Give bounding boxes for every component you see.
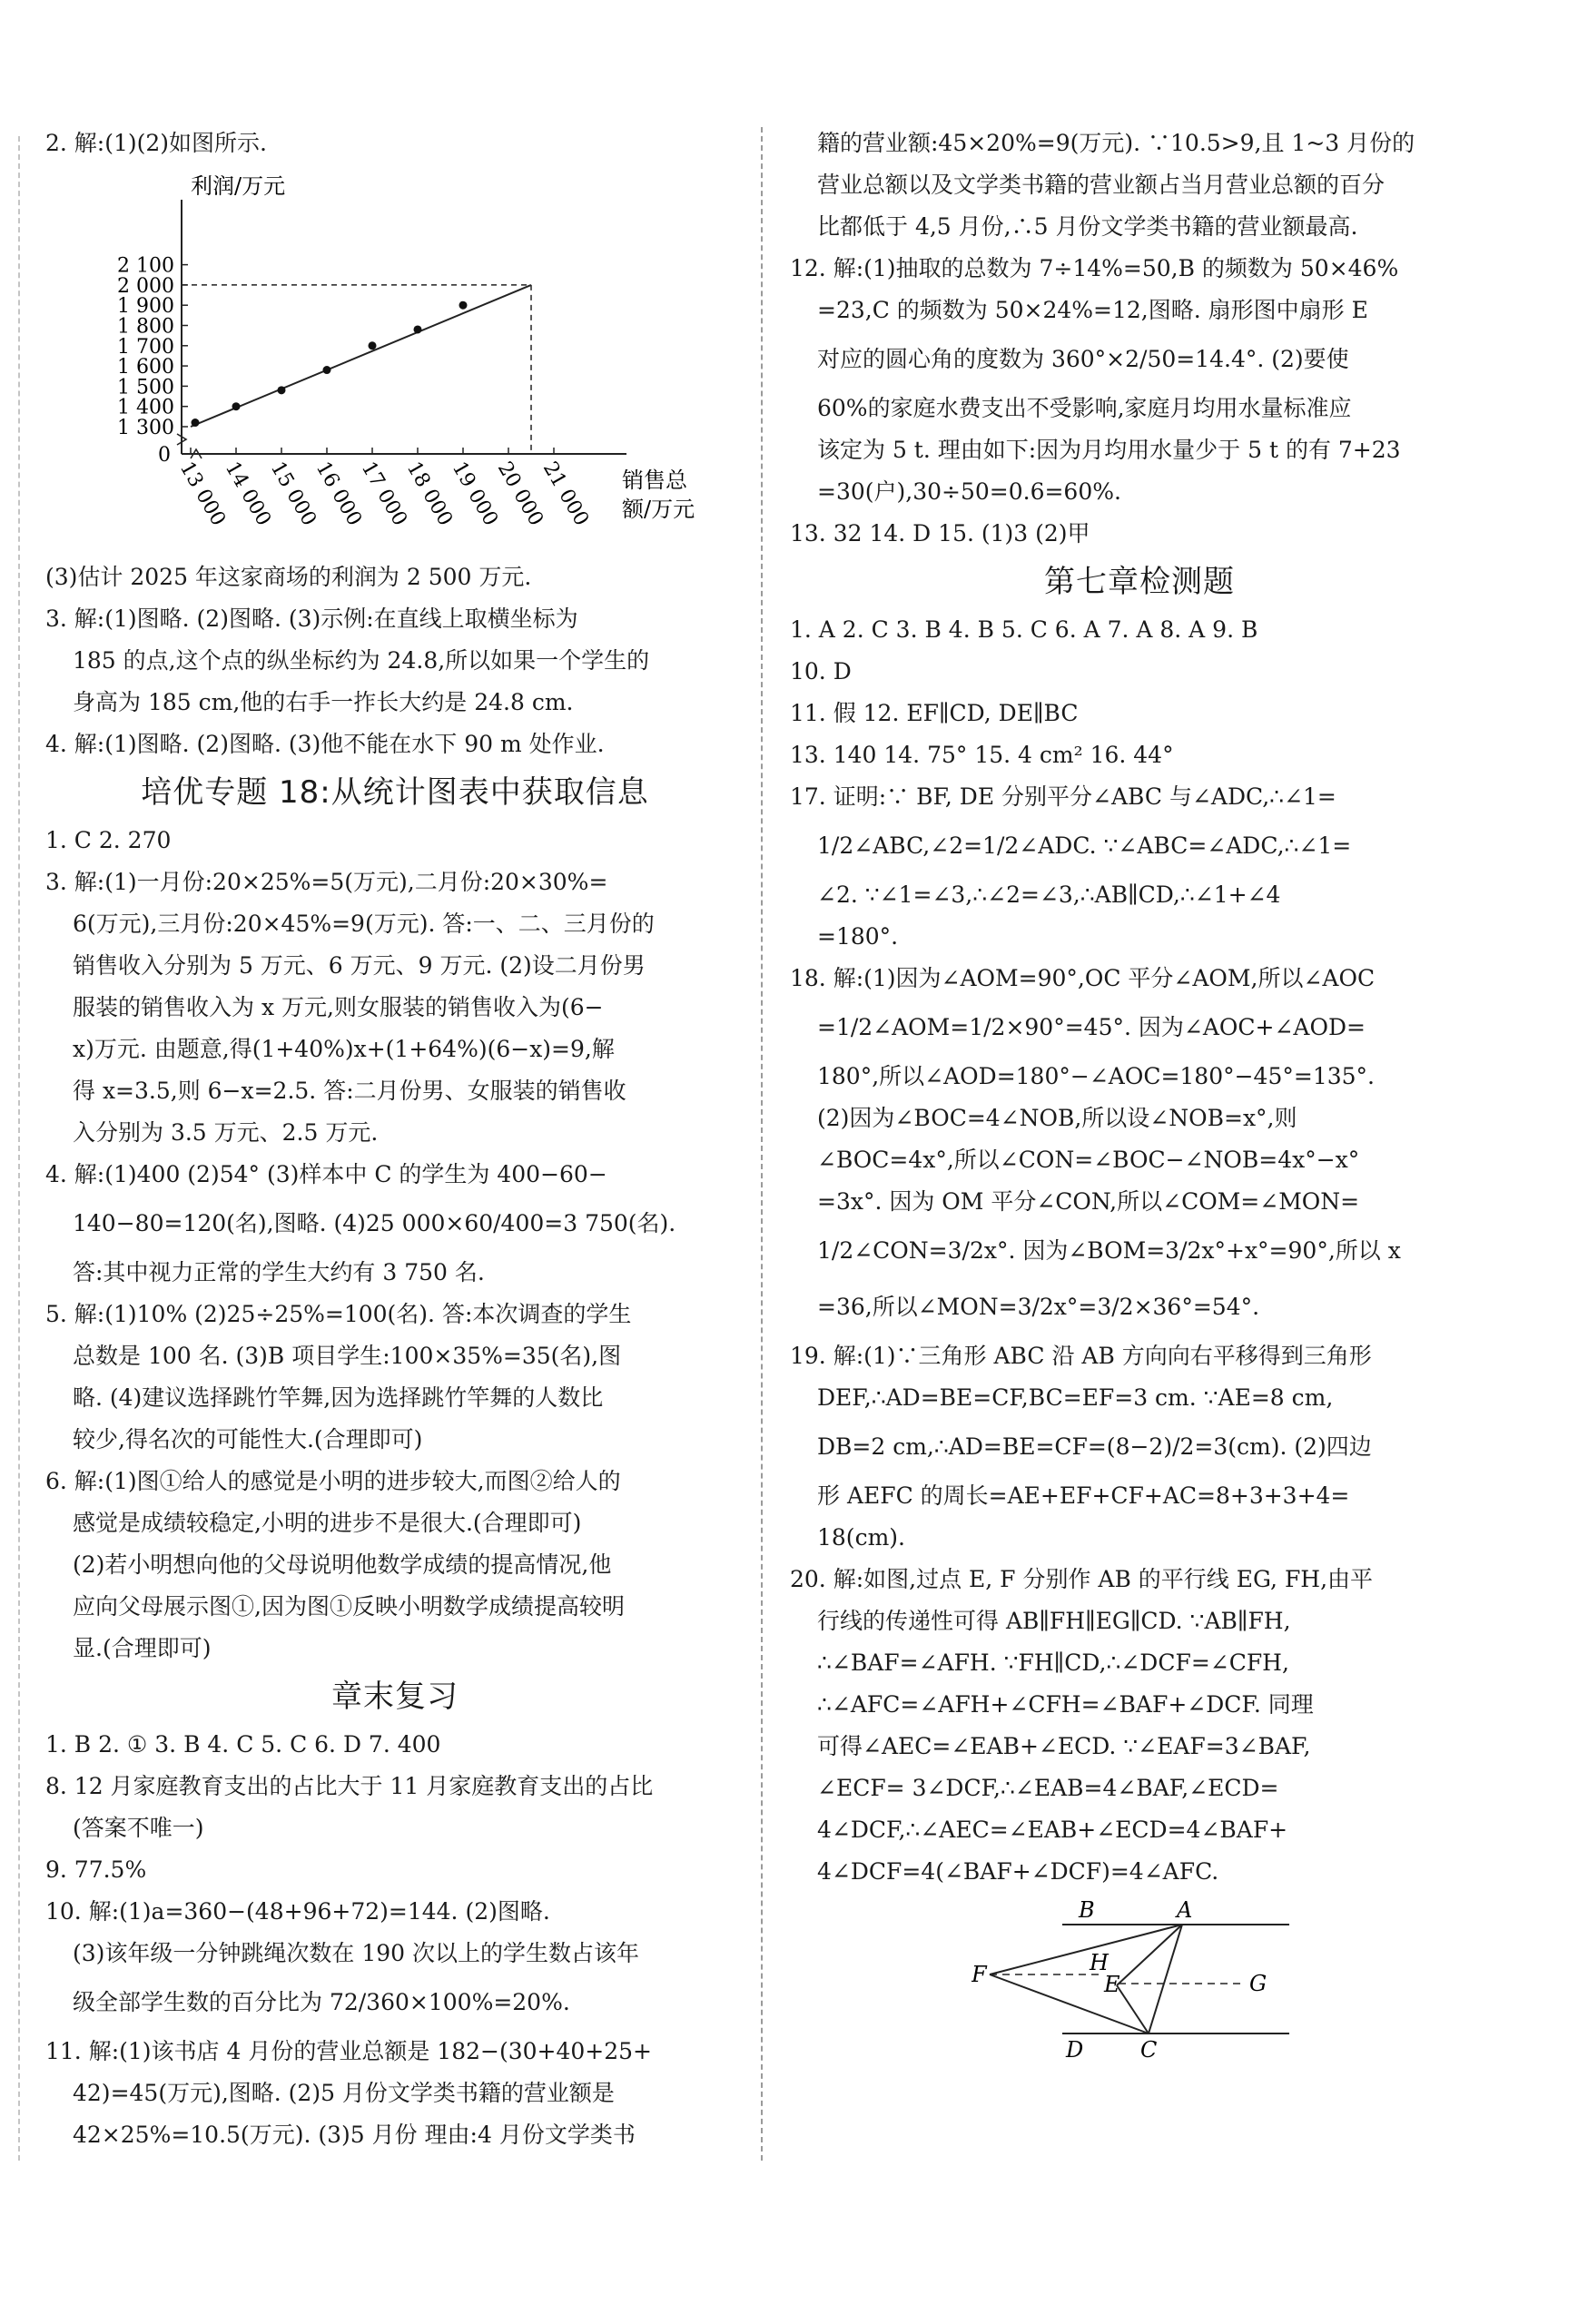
s18-answer-3-line: 3. 解:(1)一月份:20×25%=5(万元),二月份:20×30%= xyxy=(45,869,608,895)
ch7-answer-18-line: =3x°. 因为 OM 平分∠CON,所以∠COM=∠MON= xyxy=(817,1188,1360,1215)
s18-answer-3-line: 入分别为 3.5 万元、2.5 万元. xyxy=(73,1119,379,1146)
ch7-answer-19 xyxy=(790,1335,1489,1559)
s18-answer-5 xyxy=(45,1294,745,1461)
section-heading-review: 章末复习 xyxy=(331,1679,459,1715)
ch7-answer-17-line: =180°. xyxy=(817,923,899,950)
chart-svg xyxy=(45,168,745,556)
data-point xyxy=(459,301,468,310)
s18-answer-4-line: 答:其中视力正常的学生大约有 3 750 名. xyxy=(73,1259,485,1285)
ch7-answer-17 xyxy=(790,776,1489,958)
x-tick-label: 14 000 xyxy=(220,458,275,530)
answer-11-cont-line: 营业总额以及文学类书籍的营业额占当月营业总额的百分 xyxy=(817,172,1386,198)
ch7-answer-18 xyxy=(790,958,1489,1335)
left-column xyxy=(45,123,745,2156)
answer-3-line: 185 的点,这个点的纵坐标约为 24.8,所以如果一个学生的 xyxy=(73,647,650,674)
s18-answer-6-line: (2)若小明想向他的父母说明他数学成绩的提高情况,他 xyxy=(73,1551,612,1578)
review-answers-1-7: 1. B 2. ① 3. B 4. C 5. C 6. D 7. 400 xyxy=(45,1731,441,1758)
x-tick-label: 18 000 xyxy=(401,458,457,530)
ch7-answer-20-line: 20. 解:如图,过点 E, F 分别作 AB 的平行线 EG, FH,由平 xyxy=(790,1566,1374,1592)
ch7-answer-18-line: (2)因为∠BOC=4∠NOB,所以设∠NOB=x°,则 xyxy=(817,1105,1297,1131)
s18-answer-3-line: 得 x=3.5,则 6−x=2.5. 答:二月份男、女服装的销售收 xyxy=(73,1078,626,1104)
answer-3-line: 3. 解:(1)图略. (2)图略. (3)示例:在直线上取横坐标为 xyxy=(45,606,578,632)
ch7-answer-20-line: 行线的传递性可得 AB∥FH∥EG∥CD. ∵AB∥FH, xyxy=(817,1608,1291,1634)
x-tick-label: 21 000 xyxy=(538,458,593,530)
y-tick-label: 1 400 xyxy=(117,396,174,419)
ch7-answer-18-line: 18. 解:(1)因为∠AOM=90°,OC 平分∠AOM,所以∠AOC xyxy=(790,965,1376,991)
review-answer-11-line: 11. 解:(1)该书店 4 月份的营业总额是 182−(30+40+25+ xyxy=(45,2038,652,2064)
ch7-answer-20-line: 可得∠AEC=∠EAB+∠ECD. ∵∠EAF=3∠BAF, xyxy=(817,1733,1311,1759)
s18-answer-5-line: 略. (4)建议选择跳竹竿舞,因为选择跳竹竿舞的人数比 xyxy=(73,1384,604,1411)
answer-2-part3: (3)估计 2025 年这家商场的利润为 2 500 万元. xyxy=(45,564,532,590)
s18-answer-6-line: 应向父母展示图①,因为图①反映小明数学成绩提高较明 xyxy=(73,1593,625,1620)
ch7-answer-10: 10. D xyxy=(790,658,852,684)
label-b: B xyxy=(1079,1897,1095,1923)
parallel-lines-figure xyxy=(790,1893,1489,2065)
trend-line xyxy=(191,285,531,427)
y-tick-label: 1 700 xyxy=(117,335,174,359)
review-answer-8-line: (答案不唯一) xyxy=(73,1815,204,1841)
label-d: D xyxy=(1066,2037,1084,2061)
answer-4: 4. 解:(1)图略. (2)图略. (3)他不能在水下 90 m 处作业. xyxy=(45,731,605,757)
page-edge-dashes xyxy=(18,136,20,2161)
ch7-answers-13-16: 13. 140 14. 75° 15. 4 cm² 16. 44° xyxy=(790,742,1174,768)
ch7-answer-17-line: ∠2. ∵∠1=∠3,∴∠2=∠3,∴AB∥CD,∴∠1+∠4 xyxy=(817,881,1281,908)
answer-12-line: 该定为 5 t. 理由如下:因为月均用水量少于 5 t 的有 7+23 xyxy=(817,437,1401,463)
x-tick-label: 19 000 xyxy=(447,458,502,530)
y-tick-label: 1 300 xyxy=(117,417,174,439)
ch7-answer-18-line: =1/2∠AOM=1/2×90°=45°. 因为∠AOC+∠AOD= xyxy=(817,1014,1366,1040)
review-answers-13-15: 13. 32 14. D 15. (1)3 (2)甲 xyxy=(790,520,1090,547)
section-heading-chapter7: 第七章检测题 xyxy=(1044,564,1235,600)
answer-12-line: 60%的家庭水费支出不受影响,家庭月均用水量标准应 xyxy=(817,395,1352,421)
ch7-answer-20-line: ∠ECF= 3∠DCF,∴∠EAB=4∠BAF,∠ECD= xyxy=(817,1775,1279,1801)
label-h: H xyxy=(1090,1950,1109,1975)
ch7-answer-18-line: ∠BOC=4x°,所以∠CON=∠BOC−∠NOB=4x°−x° xyxy=(817,1147,1360,1173)
s18-answer-5-line: 较少,得名次的可能性大.(合理即可) xyxy=(73,1426,423,1452)
y-axis-label: 利润/万元 xyxy=(191,173,286,199)
y-tick-label: 0 xyxy=(158,444,171,467)
answer-12-line: 12. 解:(1)抽取的总数为 7÷14%=50,B 的频数为 50×46% xyxy=(790,255,1399,281)
s18-answer-3 xyxy=(45,862,745,1154)
review-answer-8 xyxy=(45,1766,745,1849)
s18-answer-3-line: x)万元. 由题意,得(1+40%)x+(1+64%)(6−x)=9,解 xyxy=(73,1036,615,1062)
y-tick-label: 1 500 xyxy=(117,376,174,399)
right-column xyxy=(790,123,1489,2065)
label-a: A xyxy=(1177,1897,1193,1923)
data-point xyxy=(278,386,286,394)
data-point xyxy=(232,402,241,410)
ch7-answer-19-line: 18(cm). xyxy=(817,1524,905,1551)
y-tick-label: 1 900 xyxy=(117,295,174,319)
review-answer-11 xyxy=(45,2031,745,2156)
s18-answer-4-line: 4. 解:(1)400 (2)54° (3)样本中 C 的学生为 400−60− xyxy=(45,1161,607,1187)
y-tick-label: 1 600 xyxy=(117,356,174,379)
label-c: C xyxy=(1140,2037,1158,2061)
answer-12-line: 对应的圆心角的度数为 360°×2/50=14.4°. (2)要使 xyxy=(817,346,1349,372)
review-answer-11-line: 42)=45(万元),图略. (2)5 月份文学类书籍的营业额是 xyxy=(73,2080,615,2106)
y-tick-label: 1 800 xyxy=(117,315,174,339)
answer-3 xyxy=(45,598,745,724)
x-tick-label: 15 000 xyxy=(265,458,321,530)
ch7-answer-19-line: DEF,∴AD=BE=CF,BC=EF=3 cm. ∵AE=8 cm, xyxy=(817,1384,1334,1411)
answer-12-line: =30(户),30÷50=0.6=60%. xyxy=(817,478,1121,505)
ch7-answer-18-line: 1/2∠CON=3/2x°. 因为∠BOM=3/2x°+x°=90°,所以 x xyxy=(817,1237,1401,1264)
answer-3-line: 身高为 185 cm,他的右手一拃长大约是 24.8 cm. xyxy=(73,689,574,715)
s18-answer-3-line: 销售收入分别为 5 万元、6 万元、9 万元. (2)设二月份男 xyxy=(73,952,646,979)
ch7-answer-20-line: ∴∠AFC=∠AFH+∠CFH=∠BAF+∠DCF. 同理 xyxy=(817,1691,1314,1718)
answer-11-cont-line: 比都低于 4,5 月份,∴5 月份文学类书籍的营业额最高. xyxy=(817,213,1358,240)
review-answer-11-continued xyxy=(790,123,1489,248)
s18-answer-4-line: 140−80=120(名),图略. (4)25 000×60/400=3 750(名). xyxy=(73,1210,676,1236)
ch7-answers-1-9: 1. A 2. C 3. B 4. B 5. C 6. A 7. A 8. A 9. B xyxy=(790,616,1258,643)
data-point xyxy=(369,341,377,350)
label-f: F xyxy=(971,1962,987,1987)
ch7-answer-20-line: 4∠DCF,∴∠AEC=∠EAB+∠ECD=4∠BAF+ xyxy=(817,1817,1288,1843)
ch7-answer-18-line: =36,所以∠MON=3/2x°=3/2×36°=54°. xyxy=(817,1294,1260,1320)
y-tick-label: 2 100 xyxy=(117,254,174,278)
ch7-answer-17-line: 17. 证明:∵ BF, DE 分别平分∠ABC 与∠ADC,∴∠1= xyxy=(790,783,1336,810)
s18-answer-1-2: 1. C 2. 270 xyxy=(45,827,172,853)
ch7-answer-19-line: 19. 解:(1)∵三角形 ABC 沿 AB 方向向右平移得到三角形 xyxy=(790,1343,1372,1369)
ch7-answer-19-line: DB=2 cm,∴AD=BE=CF=(8−2)/2=3(cm). (2)四边 xyxy=(817,1433,1372,1460)
y-tick-label: 2 000 xyxy=(117,274,174,298)
segment-fa xyxy=(990,1925,1182,1974)
profit-sales-chart xyxy=(45,168,745,556)
ch7-answer-20-line: 4∠DCF=4(∠BAF+∠DCF)=4∠AFC. xyxy=(817,1858,1219,1885)
ch7-answer-19-line: 形 AEFC 的周长=AE+EF+CF+AC=8+3+3+4= xyxy=(817,1482,1350,1509)
review-answer-10 xyxy=(45,1891,745,2031)
ch7-answer-18-line: 180°,所以∠AOD=180°−∠AOC=180°−45°=135°. xyxy=(817,1063,1375,1089)
s18-answer-4 xyxy=(45,1154,745,1294)
s18-answer-6-line: 感觉是成绩较稳定,小明的进步不是很大.(合理即可) xyxy=(73,1510,582,1536)
x-axis-label-line1: 销售总 xyxy=(622,468,687,493)
x-axis-label-line2: 额/万元 xyxy=(622,497,695,522)
review-answer-9: 9. 77.5% xyxy=(45,1856,147,1883)
ch7-answer-20-line: ∴∠BAF=∠AFH. ∵FH∥CD,∴∠DCF=∠CFH, xyxy=(817,1649,1289,1676)
review-answer-10-line: (3)该年级一分钟跳绳次数在 190 次以上的学生数占该年 xyxy=(73,1940,640,1966)
answer-2-intro: 2. 解:(1)(2)如图所示. xyxy=(45,130,267,156)
geometry-diagram xyxy=(971,1897,1298,2061)
label-g: G xyxy=(1249,1971,1267,1996)
s18-answer-3-line: 6(万元),三月份:20×45%=9(万元). 答:一、二、三月份的 xyxy=(73,911,655,937)
s18-answer-6-line: 显.(合理即可) xyxy=(73,1635,212,1661)
s18-answer-3-line: 服装的销售收入为 x 万元,则女服装的销售收入为(6− xyxy=(73,994,604,1020)
review-answer-12 xyxy=(790,248,1489,513)
answer-12-line: =23,C 的频数为 50×24%=12,图略. 扇形图中扇形 E xyxy=(817,297,1368,323)
review-answer-10-line: 10. 解:(1)a=360−(48+96+72)=144. (2)图略. xyxy=(45,1898,550,1925)
s18-answer-5-line: 总数是 100 名. (3)B 项目学生:100×35%=35(名),图 xyxy=(73,1343,622,1369)
x-tick-label: 13 000 xyxy=(174,458,230,530)
segment-ec xyxy=(1117,1985,1149,2034)
data-point xyxy=(414,325,422,333)
ch7-answer-20 xyxy=(790,1559,1489,1893)
s18-answer-6 xyxy=(45,1461,745,1669)
s18-answer-6-line: 6. 解:(1)图①给人的感觉是小明的进步较大,而图②给人的 xyxy=(45,1468,621,1494)
x-tick-label: 20 000 xyxy=(492,458,547,530)
ch7-answers-11-12: 11. 假 12. EF∥CD, DE∥BC xyxy=(790,700,1079,726)
column-divider xyxy=(761,127,763,2161)
data-point xyxy=(323,366,331,374)
review-answer-11-line: 42×25%=10.5(万元). (3)5 月份 理由:4 月份文学类书 xyxy=(73,2122,636,2148)
review-answer-10-line: 级全部学生数的百分比为 72/360×100%=20%. xyxy=(73,1989,570,2015)
ch7-answer-17-line: 1/2∠ABC,∠2=1/2∠ADC. ∵∠ABC=∠ADC,∴∠1= xyxy=(817,832,1352,859)
x-tick-label: 16 000 xyxy=(311,458,366,530)
review-answer-8-line: 8. 12 月家庭教育支出的占比大于 11 月家庭教育支出的占比 xyxy=(45,1773,654,1799)
data-point xyxy=(192,419,200,427)
s18-answer-5-line: 5. 解:(1)10% (2)25÷25%=100(名). 答:本次调查的学生 xyxy=(45,1301,632,1327)
label-e: E xyxy=(1104,1972,1120,1997)
answer-11-cont-line: 籍的营业额:45×20%=9(万元). ∵10.5>9,且 1~3 月份的 xyxy=(817,130,1415,156)
section-heading-18: 培优专题 18:从统计图表中获取信息 xyxy=(141,774,649,811)
x-tick-label: 17 000 xyxy=(356,458,411,530)
